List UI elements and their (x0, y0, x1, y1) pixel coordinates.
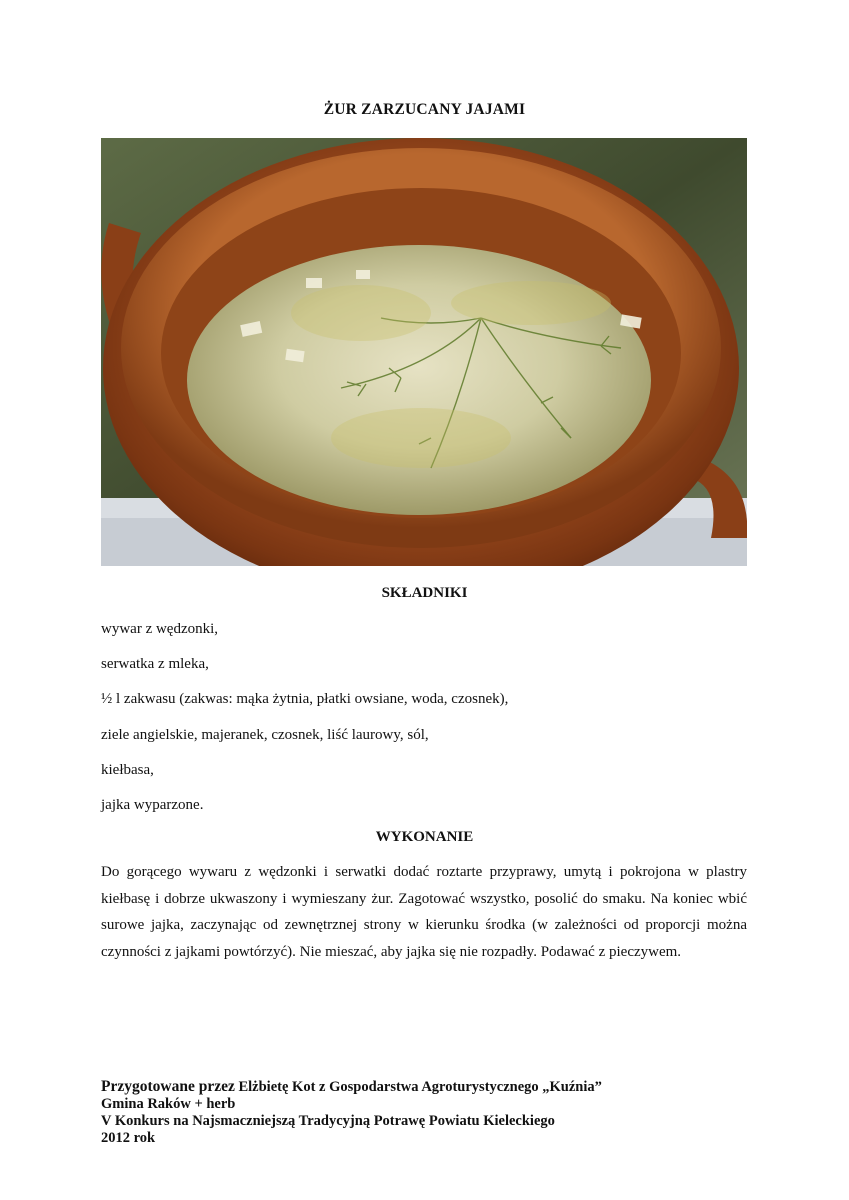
page-title: ŻUR ZARZUCANY JAJAMI (323, 101, 526, 118)
soup-pot-photo (101, 138, 747, 566)
list-item: ziele angielskie, majeranek, czosnek, liść laurowy, sól, (101, 726, 429, 743)
method-paragraph: Do gorącego wywaru z wędzonki i serwatki dodać roztarte przyprawy, umytą i pokrojona w plastry kiełbasę i dobrze ukwaszony i wymieszany żur. Zagotować wszystko, posolić do smaku. Na koniec wbić surowe jajka, zaczynając od zewnętrznej strony w kierunku środka (w zależności od proporcji można czynności z jajkami powtórzyć). Nie mieszać, aby jajka się nie rozpadły. Podawać z pieczywem. (101, 864, 747, 960)
footer-commune: Gmina Raków + herb (101, 1096, 236, 1112)
list-item: jajka wyparzone. (101, 796, 204, 813)
ingredients-list (101, 620, 508, 831)
footer-contest: V Konkurs na Najsmaczniejszą Tradycyjną Potrawę Powiatu Kieleckiego (101, 1113, 555, 1129)
footer-author: Elżbietę Kot z Gospodarstwa Agroturystycznego „Kuźnia” (234, 1079, 602, 1095)
ingredients-heading: SKŁADNIKI (381, 585, 468, 601)
footer-year: 2012 rok (101, 1130, 156, 1146)
list-item: kiełbasa, (101, 761, 154, 778)
list-item: ½ l zakwasu (zakwas: mąka żytnia, płatki owsiane, woda, czosnek), (101, 691, 509, 708)
footer-prepared-by: Przygotowane przez (101, 1078, 235, 1095)
method-heading: WYKONANIE (375, 829, 474, 845)
soup-pot-photo-icon (101, 138, 747, 566)
list-item: serwatka z mleka, (101, 656, 209, 673)
footer-credit-line (101, 1078, 602, 1096)
footer (101, 1078, 602, 1147)
list-item: wywar z wędzonki, (101, 621, 219, 637)
